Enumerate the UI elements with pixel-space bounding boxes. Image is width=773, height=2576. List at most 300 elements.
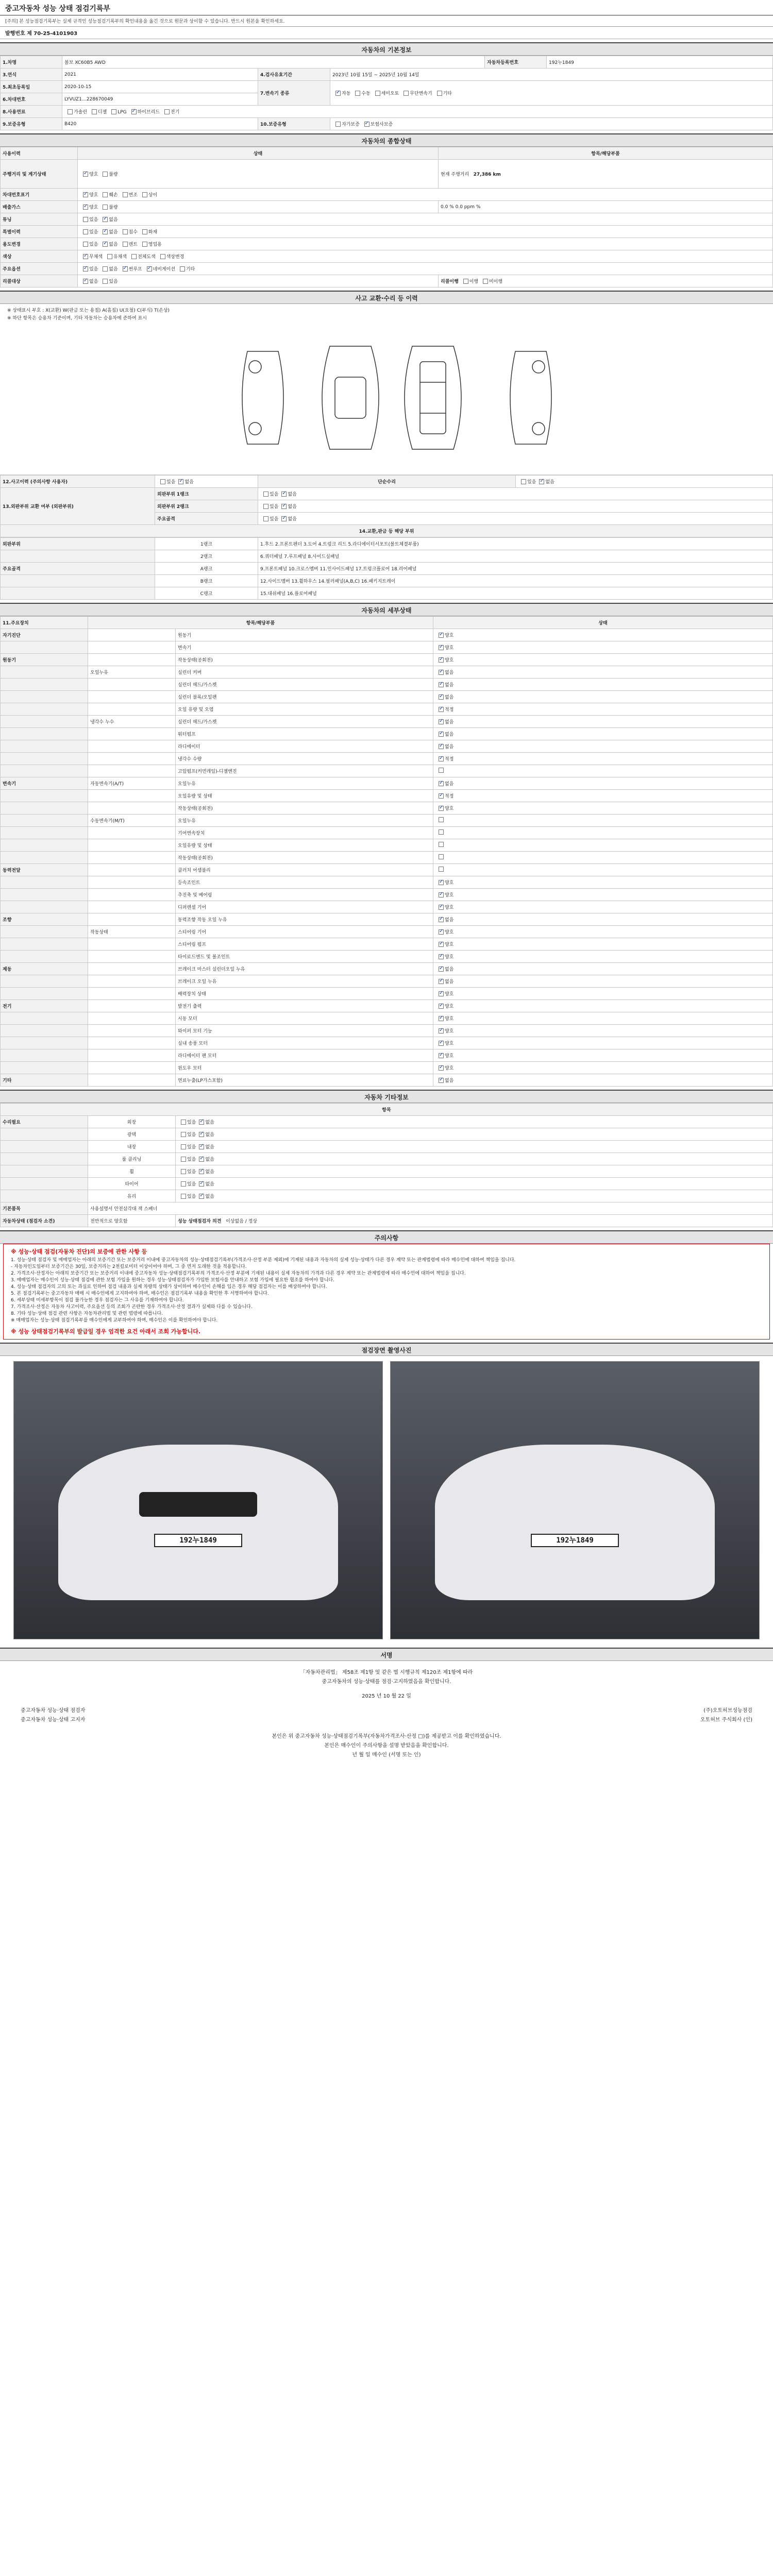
detail-sub: 냉각수 누수: [88, 716, 176, 728]
checkbox-extra-no[interactable]: [199, 1132, 204, 1137]
detail-state-cell: [433, 1012, 773, 1025]
detail-sub: [88, 827, 176, 839]
color-label: 색상: [1, 250, 78, 263]
checkbox-achromatic[interactable]: [83, 254, 88, 259]
detail-state-checkbox[interactable]: [439, 1053, 444, 1058]
detail-sub: [88, 1025, 176, 1037]
opt-electric-label: 전기: [170, 110, 180, 115]
extra-options: [176, 1165, 773, 1178]
main-frame-label: 주요골격: [155, 513, 258, 525]
detail-state-checkbox[interactable]: [439, 732, 444, 737]
buyer-sign: 년 월 일 매수인 (서명 또는 인): [352, 1752, 421, 1758]
parts-row: [1, 575, 773, 587]
checkbox-auto[interactable]: [335, 91, 341, 96]
extra-table: [0, 1103, 773, 1227]
detail-group: [1, 765, 88, 777]
detail-sub: [88, 691, 176, 703]
flood-label: 침수: [128, 230, 138, 235]
detail-state-cell: [433, 802, 773, 815]
detail-state: 적정: [445, 707, 454, 713]
detail-state-checkbox[interactable]: [439, 967, 444, 972]
detail-group: [1, 938, 88, 951]
extra-group: [1, 1153, 88, 1165]
detail-group: [1, 716, 88, 728]
checkbox-special-no[interactable]: [103, 229, 108, 234]
detail-group: [1, 679, 88, 691]
detail-group: 전기: [1, 1000, 88, 1012]
checkbox-emission-bad[interactable]: [103, 205, 108, 210]
extra-no-label: 없음: [205, 1194, 214, 1199]
checkbox-acc-no[interactable]: [178, 479, 183, 484]
detail-row: [1, 852, 773, 864]
checkbox-self-warranty[interactable]: [335, 122, 341, 127]
car-front-shape: [58, 1445, 338, 1600]
sign-date: 2025 년 10 월 22 일: [362, 1693, 411, 1699]
checkbox-repair-no[interactable]: [539, 479, 544, 484]
extra-group: [1, 1141, 88, 1153]
detail-state-checkbox[interactable]: [439, 1041, 444, 1046]
note-line: 7. 가격조사·산정은 자동차 사고이력, 주요옵션 등의 조회가 곤란한 경우 가격조사·산정 결과가 실제와 다를 수 있습니다.: [11, 1304, 253, 1310]
ext2-yes-label: 있음: [270, 504, 279, 510]
checkbox-use-no[interactable]: [103, 242, 108, 247]
detail-state: 양호: [445, 893, 454, 898]
checkbox-etc[interactable]: [437, 91, 442, 96]
detail-state: 없음: [445, 720, 454, 725]
detail-state-cell: [433, 1037, 773, 1049]
detail-sub: 수동변속기(M/T): [88, 815, 176, 827]
detail-state-checkbox[interactable]: [439, 645, 444, 650]
detail-sub: [88, 876, 176, 889]
checkbox-lpg[interactable]: [111, 109, 116, 114]
checkbox-use-yes[interactable]: [83, 242, 88, 247]
detail-state-checkbox[interactable]: [439, 892, 444, 897]
checkbox-electric[interactable]: [164, 109, 170, 114]
detail-state-cell: [433, 975, 773, 988]
opt-diesel-label: 디젤: [97, 110, 107, 115]
checkbox-extra-no[interactable]: [199, 1181, 204, 1187]
parts-items: 12.사이드멤버 13.휠하우스 14.필러패널(A,B,C) 16.패키지트레이: [258, 575, 773, 587]
detail-group: 기타: [1, 1074, 88, 1087]
extra-group: 수리필요: [1, 1116, 88, 1128]
parts-row: [1, 538, 773, 550]
detail-state-checkbox[interactable]: [439, 719, 444, 724]
detail-state-cell: [433, 1049, 773, 1062]
first-reg: 2020-10-15: [62, 81, 258, 93]
tuning-label: 튜닝: [1, 213, 78, 226]
detail-group: [1, 802, 88, 815]
checkbox-manual[interactable]: [355, 91, 360, 96]
detail-item: 발전기 출력: [176, 1000, 433, 1012]
checkbox-extra-yes[interactable]: [181, 1157, 186, 1162]
detail-item: 추진축 및 베어링: [176, 889, 433, 901]
checkbox-extra-no[interactable]: [199, 1120, 204, 1125]
rear-plate: 192누1849: [531, 1534, 619, 1548]
checkbox-frame-no[interactable]: [281, 516, 287, 521]
note-line: 8. 기타 성능·상태 점검 관련 사항은 자동차관리법 및 관련 법령에 따릅니다.: [11, 1311, 163, 1316]
detail-row: [1, 963, 773, 975]
exterior-label: 13.외판부위 교환 여부 (외판부위): [1, 488, 155, 525]
detail-item: 오일유량 및 상태: [176, 839, 433, 852]
biz-label: 영업용: [148, 242, 162, 247]
checkbox-biz[interactable]: [142, 242, 147, 247]
detail-state-checkbox[interactable]: [439, 905, 444, 910]
detail-state-checkbox[interactable]: [439, 942, 444, 947]
repair-yes-label: 있음: [527, 480, 536, 485]
checkbox-extra-yes[interactable]: [181, 1181, 186, 1187]
checkbox-tuning-no[interactable]: [103, 217, 108, 222]
detail-state: 양호: [445, 658, 454, 663]
checkbox-options-etc[interactable]: [180, 266, 185, 272]
extra-item: 타이어: [88, 1178, 176, 1190]
front-plate: 192누1849: [154, 1534, 243, 1548]
detail-state-checkbox[interactable]: [439, 979, 444, 984]
opt-lpg-label: LPG: [117, 110, 127, 115]
detail-state-cell: [433, 1025, 773, 1037]
detail-state: 양호: [445, 806, 454, 811]
detail-sub: [88, 802, 176, 815]
parts-items: 15.대쉬패널 16.플로어패널: [258, 587, 773, 600]
ext1-no-label: 없음: [288, 492, 297, 497]
extra-no-label: 없음: [205, 1170, 214, 1175]
car-name: 볼보 XC60B5 AWD: [62, 56, 485, 69]
checkbox-extra-yes[interactable]: [181, 1120, 186, 1125]
checkbox-nav[interactable]: [147, 266, 152, 272]
extra-group: [1, 1190, 88, 1202]
checkbox-options-no[interactable]: [103, 266, 108, 272]
extra-item: 휠: [88, 1165, 176, 1178]
detail-state-checkbox[interactable]: [439, 1004, 444, 1009]
detail-state-cell: [433, 703, 773, 716]
detail-state-checkbox[interactable]: [439, 817, 444, 822]
reg-no: 192누1849: [547, 56, 773, 69]
inspector-label: 성능 상태점검자 의견: [178, 1219, 222, 1224]
vin-state-label: 차대번호표기: [1, 189, 78, 201]
exterior2-options: [258, 500, 773, 513]
checkbox-fire[interactable]: [142, 229, 147, 234]
detail-item: 브레이크 오일 누유: [176, 975, 433, 988]
checkbox-extra-yes[interactable]: [181, 1194, 186, 1199]
seller-name: 오토허브 주식회사 (인): [700, 1717, 752, 1723]
detail-state-checkbox[interactable]: [439, 793, 444, 799]
accident-legend: [0, 304, 773, 326]
checkbox-chromatic[interactable]: [107, 254, 112, 259]
detail-group: [1, 815, 88, 827]
detail-state-cell: [433, 1000, 773, 1012]
detail-item: 실린더 블록/오일팬: [176, 691, 433, 703]
year: 2021: [62, 69, 258, 81]
parts-rank: B랭크: [155, 575, 258, 587]
notes-box: [3, 1244, 770, 1340]
detail-sub: [88, 703, 176, 716]
detail-state-checkbox[interactable]: [439, 1078, 444, 1083]
seller-title: 중고자동차 성능·상태 고지자: [21, 1717, 86, 1723]
extra-row: [1, 1190, 773, 1202]
parts-group: 외판부위: [1, 538, 155, 550]
extra-yes-label: 있음: [187, 1182, 196, 1187]
inspector-name: (주)오토허브성능점검: [703, 1708, 752, 1714]
extra-row: [1, 1153, 773, 1165]
options-yes-label: 있음: [89, 267, 98, 272]
checkbox-recall-done[interactable]: [463, 279, 468, 284]
detail-item: 연료누출(LP가스포함): [176, 1074, 433, 1087]
checkbox-cvt[interactable]: [404, 91, 409, 96]
detail-state: 양호: [445, 633, 454, 638]
color-change-label: 색상변경: [166, 255, 184, 260]
checkbox-frame-yes[interactable]: [263, 516, 268, 521]
checkbox-vin-tamper[interactable]: [103, 192, 108, 197]
extra-item: 외장: [88, 1116, 176, 1128]
acc-no-label: 없음: [184, 480, 194, 485]
detail-state-checkbox[interactable]: [439, 929, 444, 935]
checkbox-vin-mismatch[interactable]: [142, 192, 147, 197]
detail-row: [1, 988, 773, 1000]
section-detail-title: 자동차의 세부상태: [0, 603, 773, 616]
vin-state-options: [78, 189, 773, 201]
options-options: [78, 263, 773, 275]
checkbox-recall-not-done[interactable]: [483, 279, 488, 284]
detail-row: [1, 641, 773, 654]
detail-state-checkbox[interactable]: [439, 842, 444, 847]
detail-sub: [88, 951, 176, 963]
checkbox-tuning-yes[interactable]: [83, 217, 88, 222]
extra-options: [176, 1178, 773, 1190]
detail-state-checkbox[interactable]: [439, 682, 444, 687]
label-first-reg: 5.최초등록일: [1, 81, 62, 93]
acc-history-label: 12.사고이력 (주의사항 사용자): [1, 476, 155, 488]
checkbox-options-yes[interactable]: [83, 266, 88, 272]
detail-sub: [88, 839, 176, 852]
emission-bad-label: 불량: [109, 205, 118, 210]
detail-sub: [88, 901, 176, 913]
inspector-note: 이상없음 / 정상: [226, 1219, 258, 1224]
mileage-bad-label: 불량: [109, 172, 118, 177]
label-fuel: 8.사용연료: [1, 106, 62, 118]
detail-row: [1, 1000, 773, 1012]
checkbox-mileage-good[interactable]: [83, 172, 88, 177]
detail-state-checkbox[interactable]: [439, 880, 444, 885]
sign-seller-row: [21, 1716, 752, 1725]
detail-item: 타이로드엔드 및 볼조인트: [176, 951, 433, 963]
detail-state: 없음: [445, 744, 454, 750]
detail-state-checkbox[interactable]: [439, 694, 444, 700]
detail-state-checkbox[interactable]: [439, 781, 444, 786]
main-frame-options: [258, 513, 773, 525]
detail-state-cell: [433, 777, 773, 790]
detail-item: 실린더 헤드/가스켓: [176, 679, 433, 691]
cert-number: 발행번호 제 70-25-4101903: [0, 27, 773, 39]
detail-row: [1, 691, 773, 703]
checkbox-extra-no[interactable]: [199, 1144, 204, 1149]
tools-label: 기본품목: [1, 1202, 88, 1215]
checkbox-semi[interactable]: [375, 91, 380, 96]
checkbox-recall-no[interactable]: [83, 279, 88, 284]
detail-state-checkbox[interactable]: [439, 854, 444, 859]
detail-group: [1, 790, 88, 802]
parts-rank: 2랭크: [155, 550, 258, 563]
detail-state: 없음: [445, 683, 454, 688]
checkbox-recall-yes[interactable]: [103, 279, 108, 284]
detail-row: [1, 777, 773, 790]
section-sign-title: 서명: [0, 1648, 773, 1661]
detail-state-cell: [433, 827, 773, 839]
detail-state-checkbox[interactable]: [439, 670, 444, 675]
checkbox-color-change[interactable]: [160, 254, 165, 259]
detail-state-checkbox[interactable]: [439, 1028, 444, 1033]
detail-item: 윈도우 모터: [176, 1062, 433, 1074]
sign-block: [0, 1661, 773, 1767]
checkbox-extra-no[interactable]: [199, 1194, 204, 1199]
detail-sub: [88, 1062, 176, 1074]
owner-note: 전반적으로 양호함: [88, 1215, 176, 1227]
detail-sub: [88, 753, 176, 765]
sign-inspector-row: [21, 1706, 752, 1716]
page-title: 중고자동차 성능 상태 점검기록부: [0, 0, 773, 15]
checkbox-ext1-yes[interactable]: [263, 492, 268, 497]
detail-state-cell: [433, 988, 773, 1000]
detail-row: [1, 864, 773, 876]
checkbox-special-yes[interactable]: [83, 229, 88, 234]
frame-no-label: 없음: [288, 517, 297, 522]
simple-repair-label: 단순수리: [258, 476, 516, 488]
mileage-note: 현재 주행거리: [441, 172, 469, 177]
parts-rank: 1랭크: [155, 538, 258, 550]
detail-item: 스티어링 기어: [176, 926, 433, 938]
detail-state-cell: [433, 691, 773, 703]
detail-state: 양호: [445, 1066, 454, 1071]
detail-state-checkbox[interactable]: [439, 756, 444, 761]
detail-state: 양호: [445, 1016, 454, 1022]
checkbox-hybrid[interactable]: [131, 109, 137, 114]
detail-state-cell: [433, 679, 773, 691]
checkbox-repair-yes[interactable]: [521, 479, 526, 484]
opt-cvt-label: 무단변속기: [410, 91, 432, 96]
opt-auto-label: 자동: [342, 91, 351, 96]
detail-row: [1, 666, 773, 679]
extra-yes-label: 있음: [187, 1194, 196, 1199]
detail-sub: [88, 629, 176, 641]
opt-semi-label: 세미오토: [381, 91, 399, 96]
inspector-title: 중고자동차 성능·상태 점검자: [21, 1708, 86, 1714]
detail-item: 원동기: [176, 629, 433, 641]
detail-row: [1, 1049, 773, 1062]
checkbox-extra-yes[interactable]: [181, 1132, 186, 1137]
checkbox-gasoline[interactable]: [68, 109, 73, 114]
detail-item: 실린더 커버: [176, 666, 433, 679]
opt-hybrid-label: 하이브리드: [137, 110, 160, 115]
checkbox-acc-yes[interactable]: [160, 479, 165, 484]
detail-state-checkbox[interactable]: [439, 657, 444, 663]
checkbox-extra-yes[interactable]: [181, 1169, 186, 1174]
detail-item: 실내 송풍 모터: [176, 1037, 433, 1049]
detail-state-cell: [433, 852, 773, 864]
detail-row: [1, 839, 773, 852]
label-year: 3.연식: [1, 69, 62, 81]
detail-item: 기어변속장치: [176, 827, 433, 839]
checkbox-extra-no[interactable]: [199, 1157, 204, 1162]
checkbox-ext2-yes[interactable]: [263, 504, 268, 509]
recall2-cell: [439, 275, 773, 287]
detail-item: 라디에이터: [176, 740, 433, 753]
detail-state-cell: [433, 716, 773, 728]
detail-row: [1, 815, 773, 827]
checkbox-mileage-bad[interactable]: [103, 172, 108, 177]
detail-state-checkbox[interactable]: [439, 917, 444, 922]
checkbox-emission-good[interactable]: [83, 205, 88, 210]
legend-line-2: ※ 하단 항목은 승용차 기준이며, 기타 자동차는 승용차에 준하여 표시: [7, 316, 147, 321]
detail-row: [1, 876, 773, 889]
note-line: 6. 세부상태 미세부항목이 점검 불가능한 경우 점검자는 그 사유를 기재하여야 합니다.: [11, 1298, 184, 1303]
checkbox-extra-yes[interactable]: [181, 1144, 186, 1149]
detail-state: 없음: [445, 670, 454, 675]
detail-sub: [88, 889, 176, 901]
detail-state: 양호: [445, 942, 454, 947]
detail-state-checkbox[interactable]: [439, 954, 444, 959]
checkbox-insurance-warranty[interactable]: [364, 122, 369, 127]
checkbox-vin-change[interactable]: [123, 192, 128, 197]
options-label: 주요옵션: [1, 263, 78, 275]
ext1-yes-label: 있음: [270, 492, 279, 497]
use-no-label: 없음: [109, 242, 118, 247]
car-diagram: [0, 326, 773, 475]
buyer-line: 본인은 위 중고자동차 성능·상태점검기록부(자동차가격조사·산정 □)를 제공받고 이를 확인하였습니다.: [272, 1734, 501, 1739]
label-vin: 6.차대번호: [1, 93, 62, 106]
detail-state-checkbox[interactable]: [439, 1016, 444, 1021]
detail-row: [1, 951, 773, 963]
opt-manual-label: 수동: [361, 91, 371, 96]
achromatic-label: 무채색: [89, 255, 103, 260]
detail-state-checkbox[interactable]: [439, 633, 444, 638]
detail-state-checkbox[interactable]: [439, 744, 444, 749]
note-line: 3. 매매업자는 매수인이 성능·상태 점검에 관한 보험 가입을 원하는 경우 성능·상태점검자가 가입한 보험사를 안내하고 보험 가입에 필요한 협조를 하여야 합니다.: [11, 1278, 334, 1283]
parts-items: 9.프론트패널 10.크로스멤버 11.인사이드패널 17.트렁크플로어 18.리어패널: [258, 563, 773, 575]
checkbox-rent[interactable]: [123, 242, 128, 247]
detail-state-cell: [433, 790, 773, 802]
detail-item: 브레이크 마스터 실린더오일 누유: [176, 963, 433, 975]
sunroof-label: 썬루프: [128, 267, 142, 272]
label-car-name: 1.차명: [1, 56, 62, 69]
detail-state-checkbox[interactable]: [439, 867, 444, 872]
detail-state-checkbox[interactable]: [439, 991, 444, 996]
label-valid: 4.검사유효기간: [258, 69, 330, 81]
checkbox-ext1-no[interactable]: [281, 492, 287, 497]
checkbox-sunroof[interactable]: [123, 266, 128, 272]
detail-state-checkbox[interactable]: [439, 1065, 444, 1071]
checkbox-vin-good[interactable]: [83, 192, 88, 197]
detail-group: [1, 691, 88, 703]
detail-state-cell: [433, 654, 773, 666]
checkbox-extra-no[interactable]: [199, 1169, 204, 1174]
detail-row: [1, 703, 773, 716]
detail-state-checkbox[interactable]: [439, 806, 444, 811]
checkbox-diesel[interactable]: [92, 109, 97, 114]
exterior2-label: 외판부위 2랭크: [155, 500, 258, 513]
detail-table: [0, 616, 773, 1087]
checkbox-ext2-no[interactable]: [281, 504, 287, 509]
mileage-label: 주행거리 및 계기상태: [1, 160, 78, 189]
detail-row: [1, 765, 773, 777]
detail-row: [1, 926, 773, 938]
detail-state-checkbox[interactable]: [439, 707, 444, 712]
checkbox-full-paint[interactable]: [131, 254, 137, 259]
detail-state-checkbox[interactable]: [439, 768, 444, 773]
valid-period: 2023년 10월 15일 ~ 2025년 10월 14일: [330, 69, 773, 81]
special-label: 특별이력: [1, 226, 78, 238]
checkbox-flood[interactable]: [123, 229, 128, 234]
parts-group: 주요골격: [1, 563, 155, 575]
extra-group: [1, 1165, 88, 1178]
detail-col-item: 항목/해당부품: [88, 617, 433, 629]
detail-state-checkbox[interactable]: [439, 829, 444, 835]
